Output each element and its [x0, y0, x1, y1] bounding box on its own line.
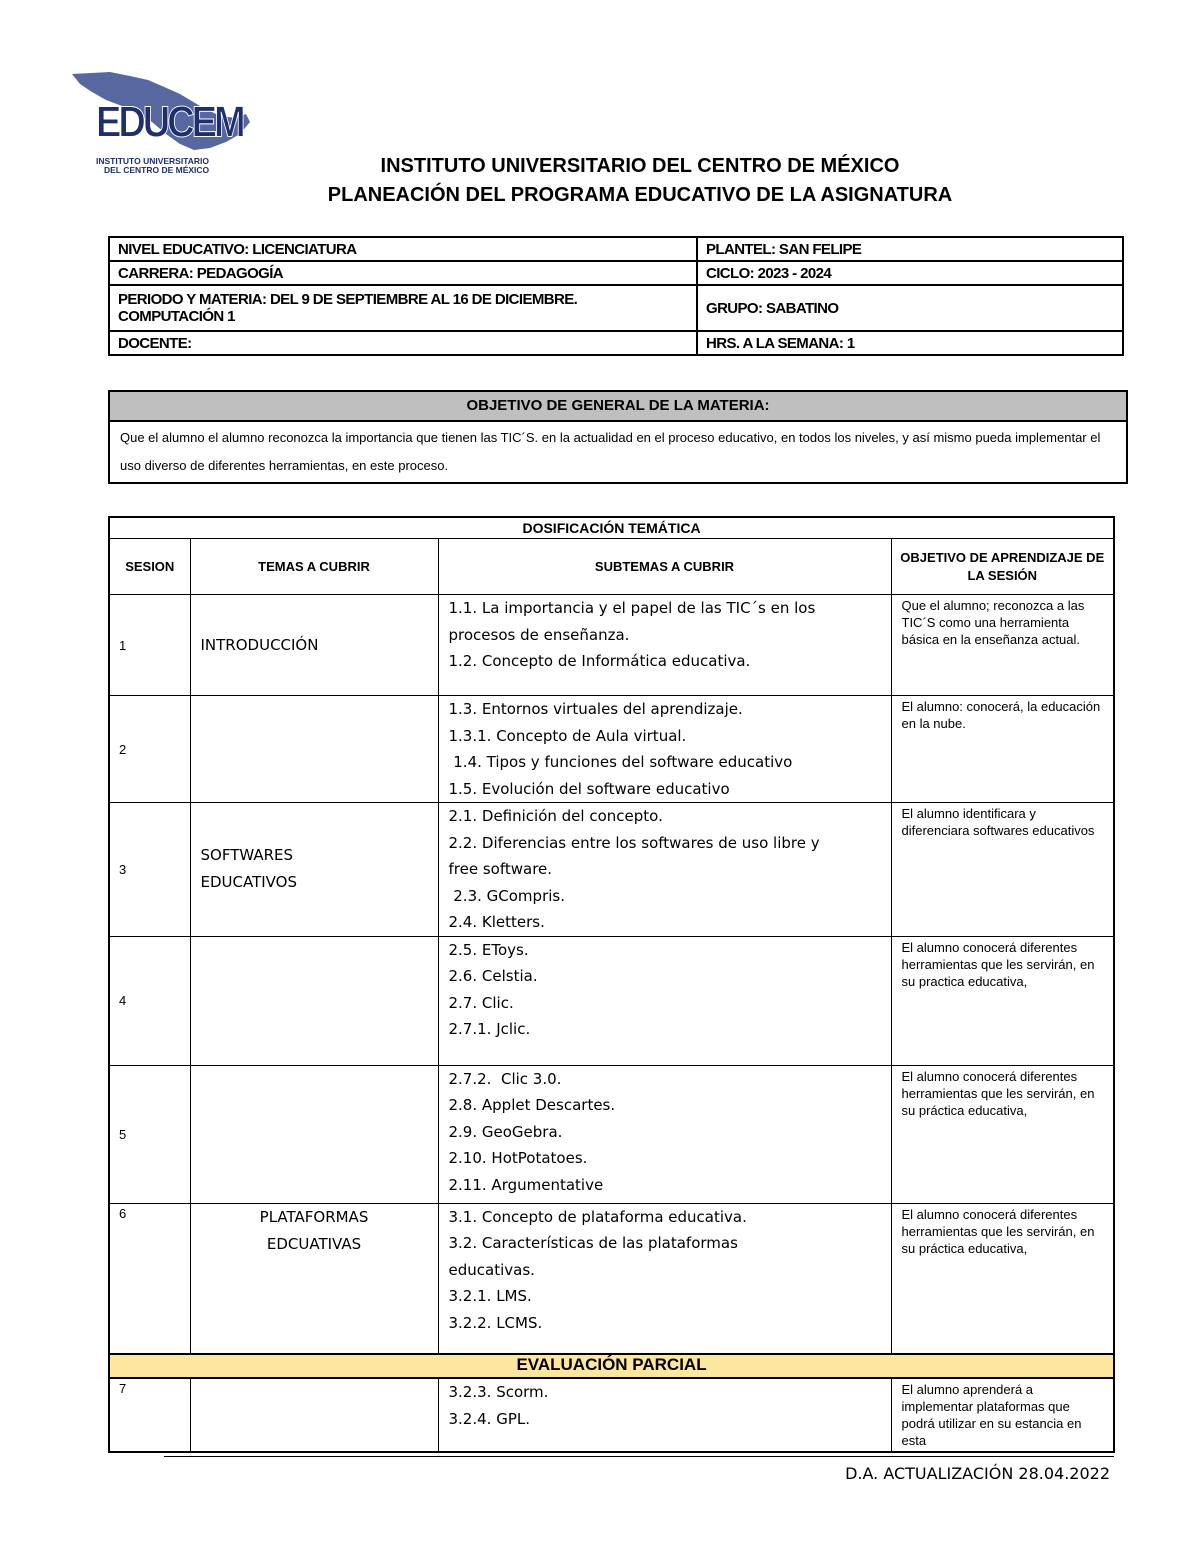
carrera-cell: CARRERA: PEDAGOGÍA: [109, 261, 697, 285]
subtopic-line: 2.7.2. Clic 3.0.: [448, 1069, 562, 1088]
session-number: 4: [109, 936, 190, 1065]
topic-cell: [190, 696, 438, 803]
nivel-cell: NIVEL EDUCATIVO: LICENCIATURA: [109, 237, 697, 261]
session-objective: El alumno conocerá diferentes herramientas que les servirán, en su practica educativa,: [891, 936, 1114, 1065]
subtopics-cell: [438, 696, 891, 803]
subtopic-line: 3.1. Concepto de plataforma educativa.: [448, 1207, 747, 1226]
subtopic-line: free software.: [448, 860, 553, 878]
general-objective-heading: OBJETIVO DE GENERAL DE LA MATERIA:: [110, 392, 1126, 422]
subtopics-cell: [438, 803, 891, 937]
topic-line: INTRODUCCIÓN: [200, 635, 319, 654]
docente-cell: DOCENTE:: [109, 331, 697, 355]
topic-cell: [190, 803, 438, 937]
document-title: PLANEACIÓN DEL PROGRAMA EDUCATIVO DE LA ASIGNATURA: [327, 184, 953, 206]
horas-cell: HRS. A LA SEMANA: 1: [697, 331, 1123, 355]
subtopic-line: 2.3. GCompris.: [448, 886, 565, 905]
session-row-5: [109, 1065, 1114, 1203]
subtopics-cell: [438, 936, 891, 1065]
session-row-7: [109, 1378, 1114, 1452]
subtopic-line: 3.2. Características de las plataformas: [448, 1234, 738, 1252]
periodo-cell: [109, 285, 697, 331]
session-objective: El alumno identificara y diferenciara softwares educativos: [891, 803, 1114, 937]
subtopics-cell: [438, 595, 891, 696]
subtopic-line: 1.4. Tipos y funciones del software educativo: [448, 753, 793, 771]
topic-line: PLATAFORMAS: [259, 1207, 369, 1226]
subtopic-line: 2.6. Celstia.: [448, 967, 538, 985]
subtopic-line: 1.3.1. Concepto de Aula virtual.: [448, 726, 687, 745]
topic-cell: [190, 1378, 438, 1452]
session-objective: El alumno conocerá diferentes herramientas que les servirán, en su práctica educativa,: [891, 1065, 1114, 1203]
session-objective: El alumno conocerá diferentes herramientas que les servirán, en su práctica educativa,: [891, 1203, 1114, 1354]
subtopic-line: 2.8. Applet Descartes.: [448, 1096, 616, 1114]
dosificacion-table: [108, 516, 1115, 1453]
session-number: 7: [109, 1378, 190, 1452]
periodo-line1: PERIODO Y MATERIA: DEL 9 DE SEPTIEMBRE AL 16 DE DICIEMBRE.: [118, 291, 578, 308]
subtopic-line: 2.11. Argumentative: [448, 1175, 604, 1194]
session-objective: El alumno: conocerá, la educación en la nube.: [891, 696, 1114, 803]
ciclo-cell: CICLO: 2023 - 2024: [697, 261, 1123, 285]
subtopic-line: 2.9. GeoGebra.: [448, 1122, 563, 1141]
session-number: 3: [109, 803, 190, 937]
topic-line: EDUCATIVOS: [200, 873, 297, 892]
general-objective-text: Que el alumno el alumno reconozca la importancia que tienen las TIC´S. en la actualidad en el proceso educativo, en todos los niveles, y así mismo pueda implementar el uso diverso de diferentes herramientas, en este proceso.: [120, 430, 1101, 473]
subtopic-line: 2.4. Kletters.: [448, 913, 545, 931]
evaluation-row: [109, 1354, 1114, 1378]
session-objective: Que el alumno; reconozca a las TIC´S como una herramienta básica en la enseñanza actual.: [891, 595, 1114, 696]
session-number: 1: [109, 595, 190, 696]
subtopic-line: educativas.: [448, 1260, 535, 1279]
topic-cell: [190, 1203, 438, 1354]
periodo-line2: COMPUTACIÓN 1: [118, 308, 235, 325]
footer-divider: [164, 1456, 1114, 1457]
logo-line2: DEL CENTRO DE MÉXICO: [104, 165, 210, 175]
subtopic-line: 2.7. Clic.: [448, 993, 514, 1012]
grupo-cell: GRUPO: SABATINO: [697, 285, 1123, 331]
subtopic-line: 2.2. Diferencias entre los softwares de uso libre y: [448, 833, 820, 852]
session-row-1: [109, 595, 1114, 696]
session-number: 5: [109, 1065, 190, 1203]
session-number: 6: [109, 1203, 190, 1354]
session-objective: El alumno aprenderá a implementar plataformas que podrá utilizar en su estancia en esta: [891, 1378, 1114, 1452]
general-objective-box: [108, 390, 1128, 484]
topic-line: SOFTWARES: [200, 846, 294, 865]
subtopic-line: 1.2. Concepto de Informática educativa.: [448, 652, 751, 670]
logo-line1: INSTITUTO UNIVERSITARIO: [96, 156, 210, 166]
subtopic-line: 2.10. HotPotatoes.: [448, 1149, 588, 1167]
footer-update-date: D.A. ACTUALIZACIÓN 28.04.2022: [845, 1464, 1110, 1483]
subtopic-line: 1.5. Evolución del software educativo: [448, 779, 730, 798]
plantel-cell: PLANTEL: SAN FELIPE: [697, 237, 1123, 261]
subtopics-cell: [438, 1065, 891, 1203]
subtopic-line: 1.1. La importancia y el papel de las TIC´s en los: [448, 599, 816, 617]
subtopic-line: 3.2.3. Scorm.: [448, 1383, 549, 1401]
header-temas: TEMAS A CUBRIR: [190, 539, 438, 595]
topic-cell: [190, 1065, 438, 1203]
institution-title: INSTITUTO UNIVERSITARIO DEL CENTRO DE MÉXICO: [380, 155, 900, 177]
session-row-2: [109, 696, 1114, 803]
logo-wordmark: EDUCEM: [96, 97, 243, 147]
session-row-3: [109, 803, 1114, 937]
subtopic-line: 3.2.2. LCMS.: [448, 1313, 543, 1332]
subtopic-line: 3.2.1. LMS.: [448, 1287, 532, 1305]
session-number: 2: [109, 696, 190, 803]
topic-cell: [190, 936, 438, 1065]
course-info-table: [108, 236, 1124, 356]
subtopic-line: 1.3. Entornos virtuales del aprendizaje.: [448, 700, 743, 718]
subtopics-cell: [438, 1203, 891, 1354]
session-row-6: [109, 1203, 1114, 1354]
subtopic-line: procesos de enseñanza.: [448, 625, 630, 644]
header-objetivo: OBJETIVO DE APRENDIZAJE DE LA SESIÓN: [891, 539, 1114, 595]
subtopic-line: 2.1. Definición del concepto.: [448, 807, 663, 825]
topic-line: EDCUATIVAS: [266, 1234, 362, 1253]
subtopic-line: 2.5. EToys.: [448, 940, 529, 959]
evaluacion-parcial-label: EVALUACIÓN PARCIAL: [109, 1354, 1114, 1378]
subtopic-line: 3.2.4. GPL.: [448, 1409, 530, 1428]
header-subtemas: SUBTEMAS A CUBRIR: [438, 539, 891, 595]
header-sesion: SESION: [109, 539, 190, 595]
session-row-4: [109, 936, 1114, 1065]
dosificacion-title: DOSIFICACIÓN TEMÁTICA: [109, 517, 1114, 539]
subtopic-line: 2.7.1. Jclic.: [448, 1020, 531, 1038]
subtopics-cell: [438, 1378, 891, 1452]
topic-cell: [190, 595, 438, 696]
